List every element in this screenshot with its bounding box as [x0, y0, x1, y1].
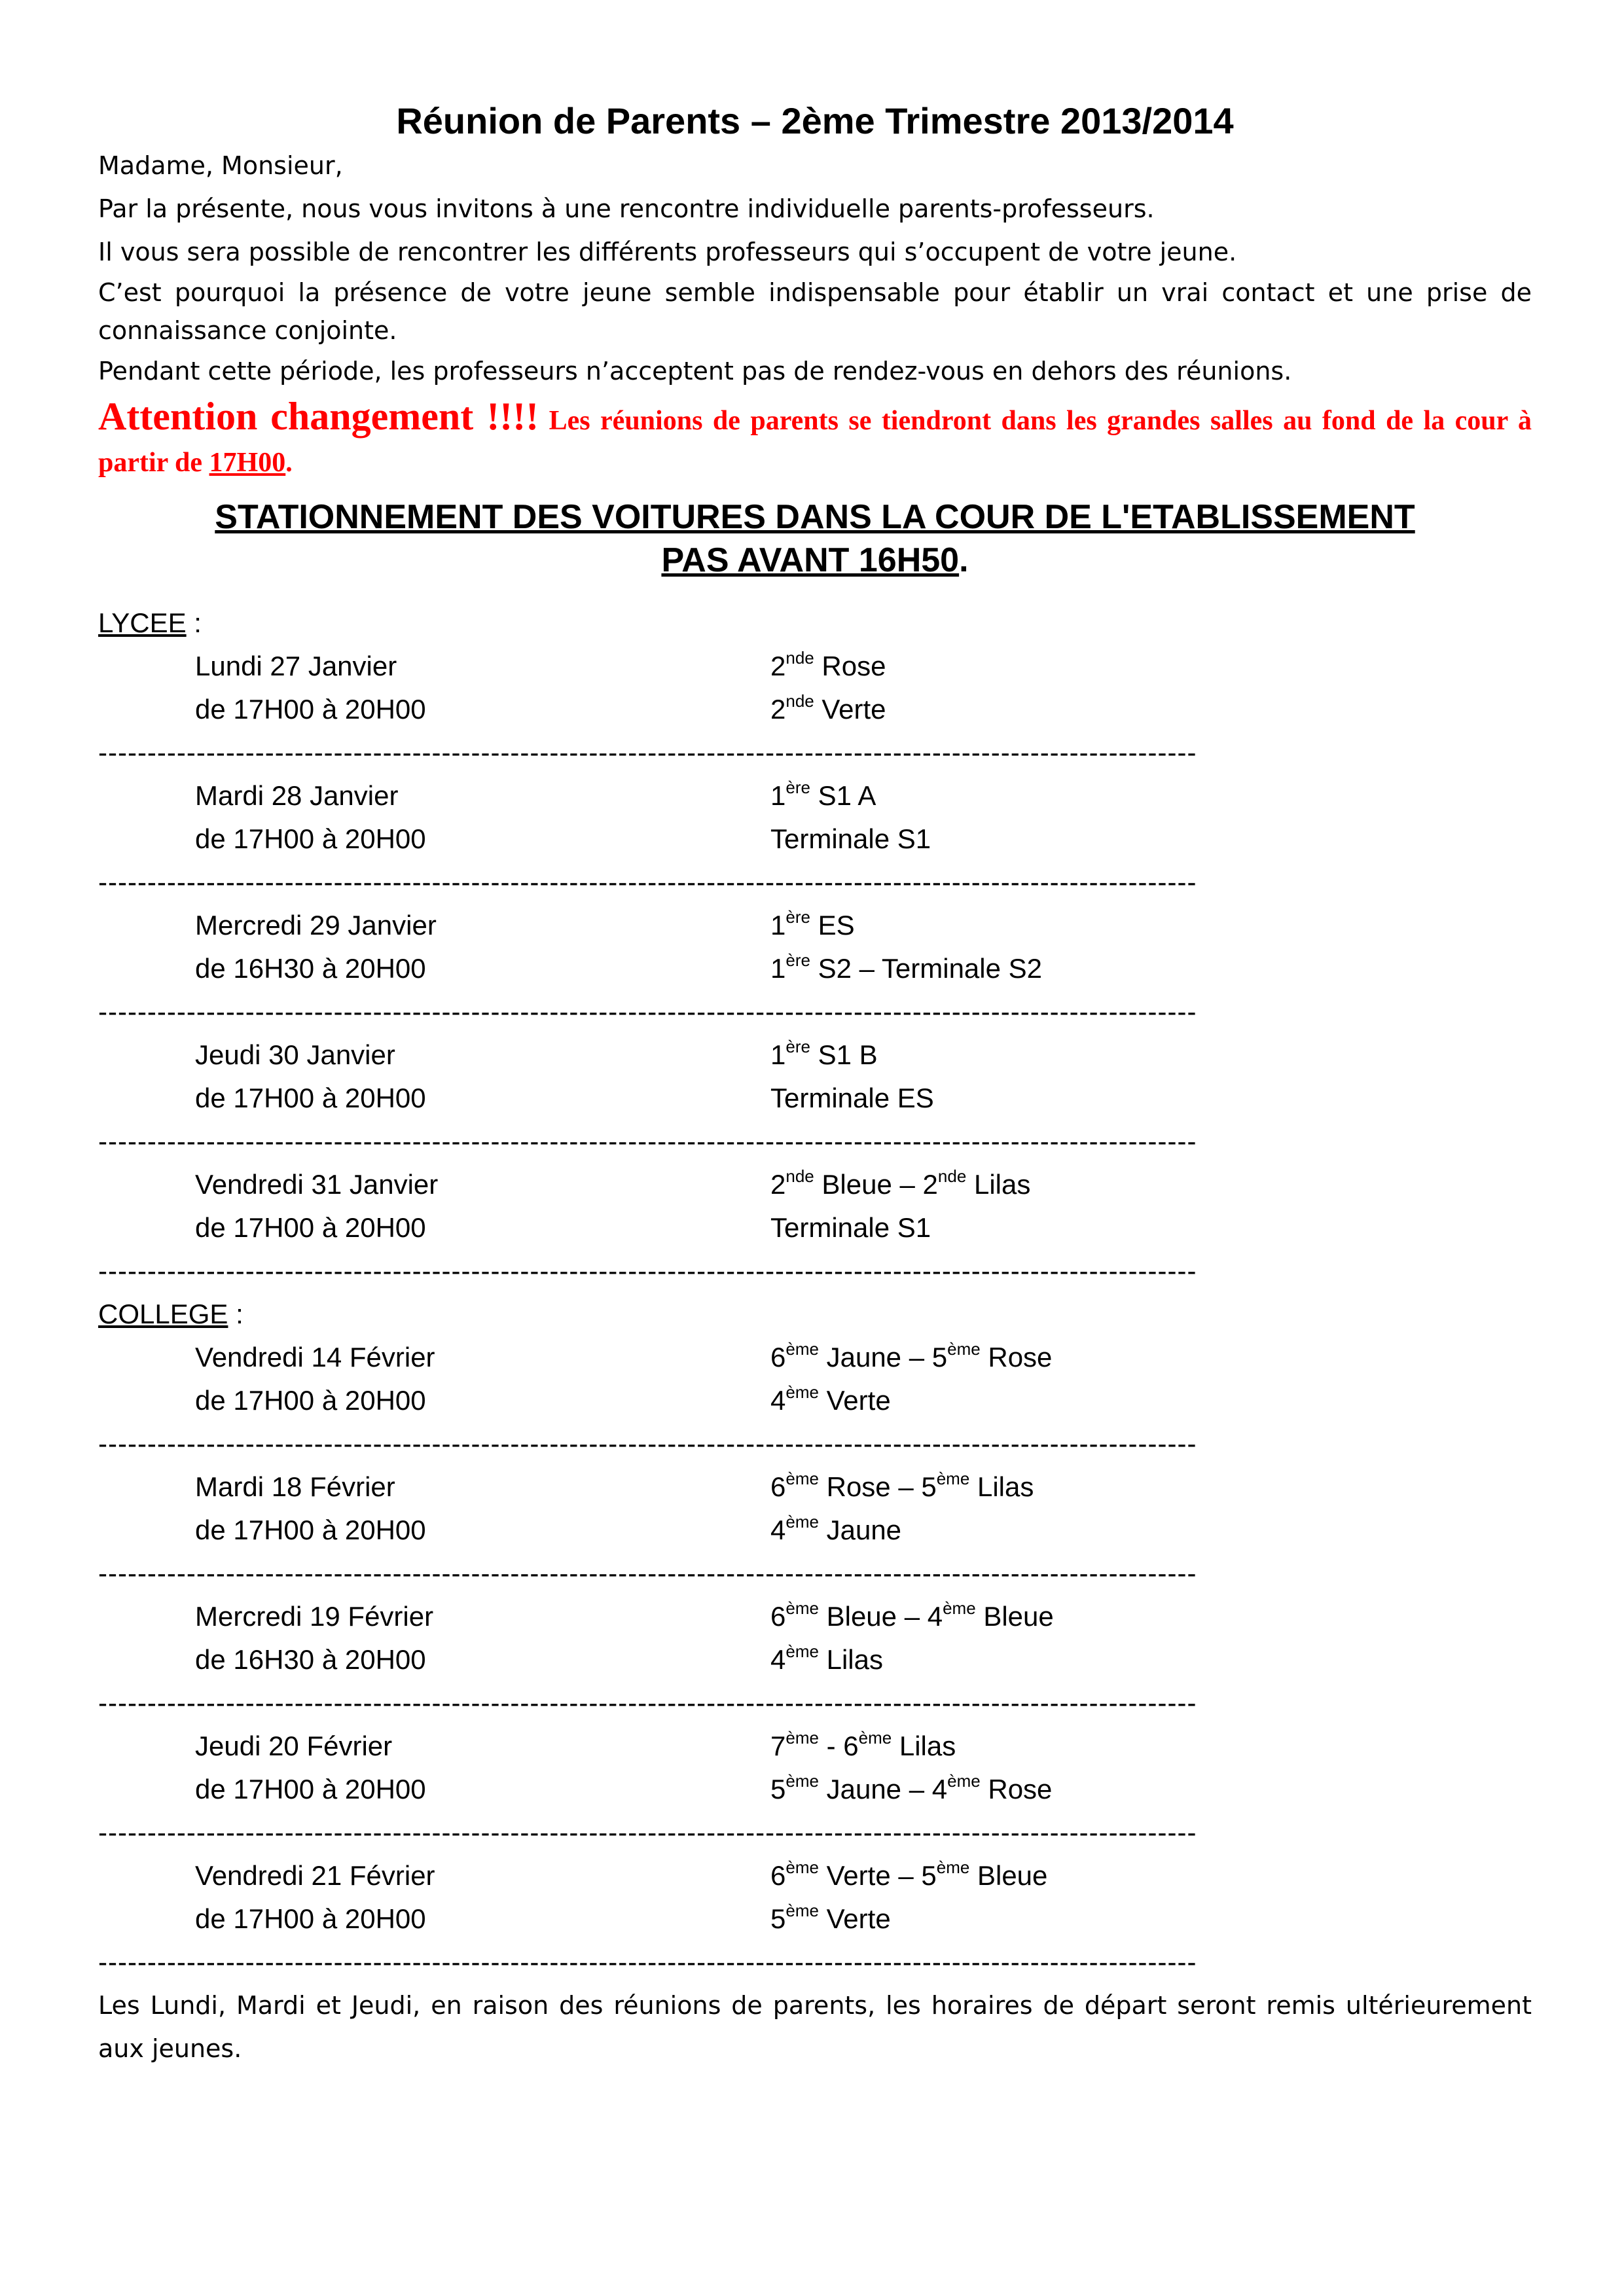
slot-row-hours: [98, 1206, 1532, 1249]
dashed-separator: ----------------------------------------------------------------------------------------------------------------: [98, 1126, 1197, 1157]
college-meeting-slot: [98, 1595, 1532, 1725]
slot-row-day: [98, 1854, 1532, 1897]
meeting-classes-1: 1ère S1 B: [770, 1037, 878, 1070]
meeting-classes-1: 6ème Rose – 5ème Lilas: [770, 1469, 1034, 1502]
meeting-classes-2: 5ème Verte: [770, 1901, 891, 1934]
meeting-hours: de 17H00 à 20H00: [195, 1212, 426, 1243]
meeting-classes-1: 6ème Jaune – 5ème Rose: [770, 1339, 1053, 1372]
meeting-classes-1: 1ère S1 A: [770, 778, 876, 811]
slot-row-hours: [98, 1379, 1532, 1422]
meeting-classes-2: Terminale S1: [770, 823, 931, 854]
salutation: Madame, Monsieur,: [98, 151, 343, 180]
meeting-classes-2: Terminale ES: [770, 1083, 934, 1113]
page-title: Réunion de Parents – 2ème Trimestre 2013/2014: [396, 100, 1234, 141]
meeting-hours: de 17H00 à 20H00: [195, 1083, 426, 1113]
meeting-classes-1: 2nde Bleue – 2nde Lilas: [770, 1166, 1031, 1200]
slot-row-day: [98, 1163, 1532, 1206]
meeting-classes-2: 4ème Lilas: [770, 1641, 883, 1675]
slot-row-hours: [98, 1897, 1532, 1941]
parking-end: .: [959, 541, 969, 579]
meeting-classes-2: 5ème Jaune – 4ème Rose: [770, 1771, 1053, 1804]
slot-row-hours: [98, 817, 1532, 861]
lycee-meeting-slot: [98, 904, 1532, 1033]
parking-line-2: PAS AVANT 16H50: [661, 541, 960, 579]
meeting-day: Mardi 28 Janvier: [195, 780, 399, 811]
meeting-day: Jeudi 20 Février: [195, 1731, 393, 1761]
dashed-separator: ----------------------------------------------------------------------------------------------------------------: [98, 867, 1197, 897]
meeting-day: Lundi 27 Janvier: [195, 651, 397, 681]
meeting-classes-2: 2nde Verte: [770, 691, 886, 725]
meeting-classes-1: 2nde Rose: [770, 648, 886, 681]
meeting-hours: de 17H00 à 20H00: [195, 1385, 426, 1416]
college-meeting-slot: [98, 1465, 1532, 1595]
meeting-classes-1: 6ème Bleue – 4ème Bleue: [770, 1598, 1054, 1632]
lycee-schedule: [98, 645, 1532, 1293]
meeting-hours: de 17H00 à 20H00: [195, 1515, 426, 1545]
dashed-separator: ----------------------------------------------------------------------------------------------------------------: [98, 1255, 1197, 1286]
attention-headline: Attention changement !!!!: [98, 395, 539, 438]
meeting-classes-1: 6ème Verte – 5ème Bleue: [770, 1857, 1048, 1891]
meeting-day: Mercredi 29 Janvier: [195, 910, 437, 941]
dashed-separator: ----------------------------------------------------------------------------------------------------------------: [98, 996, 1197, 1027]
slot-row-hours: [98, 1768, 1532, 1811]
lycee-label: LYCEE: [98, 607, 187, 638]
meeting-classes-2: 4ème Verte: [770, 1382, 891, 1416]
meeting-hours: de 16H30 à 20H00: [195, 1644, 426, 1675]
meeting-hours: de 17H00 à 20H00: [195, 694, 426, 725]
intro-paragraph-3: C’est pourquoi la présence de votre jeune semble indispensable pour établir un vrai contact et une prise de connaissance conjointe.: [98, 278, 1532, 345]
slot-row-day: [98, 1336, 1532, 1379]
lycee-meeting-slot: [98, 1163, 1532, 1293]
dashed-separator: ----------------------------------------------------------------------------------------------------------------: [98, 1687, 1197, 1718]
slot-row-hours: [98, 1509, 1532, 1552]
intro-paragraph-4: Pendant cette période, les professeurs n’acceptent pas de rendez-vous en dehors des réunions.: [98, 357, 1292, 386]
lycee-suffix: :: [186, 607, 202, 638]
meeting-classes-2: 1ère S2 – Terminale S2: [770, 950, 1043, 984]
college-section-label: [98, 1293, 1532, 1336]
intro-paragraph-2: Il vous sera possible de rencontrer les différents professeurs qui s’occupent de votre jeune.: [98, 238, 1237, 266]
slot-row-hours: [98, 1638, 1532, 1681]
lycee-meeting-slot: [98, 645, 1532, 774]
meeting-hours: de 16H30 à 20H00: [195, 953, 426, 984]
college-label: COLLEGE: [98, 1299, 228, 1329]
dashed-separator: ----------------------------------------------------------------------------------------------------------------: [98, 1558, 1197, 1588]
lycee-section-label: [98, 601, 1532, 645]
meeting-day: Jeudi 30 Janvier: [195, 1039, 395, 1070]
meeting-hours: de 17H00 à 20H00: [195, 1903, 426, 1934]
college-meeting-slot: [98, 1854, 1532, 1984]
dashed-separator: ----------------------------------------------------------------------------------------------------------------: [98, 1946, 1197, 1977]
meeting-day: Vendredi 14 Février: [195, 1342, 435, 1372]
slot-row-hours: [98, 1077, 1532, 1120]
parking-notice: [98, 495, 1532, 582]
dashed-separator: ----------------------------------------------------------------------------------------------------------------: [98, 737, 1197, 768]
meeting-day: Mardi 18 Février: [195, 1471, 395, 1502]
slot-row-day: [98, 1465, 1532, 1509]
college-suffix: :: [228, 1299, 244, 1329]
meeting-day: Vendredi 31 Janvier: [195, 1169, 439, 1200]
meeting-day: Mercredi 19 Février: [195, 1601, 434, 1632]
meeting-classes-2: 4ème Jaune: [770, 1512, 902, 1545]
meeting-classes-1: 1ère ES: [770, 907, 855, 941]
meeting-day: Vendredi 21 Février: [195, 1860, 435, 1891]
college-meeting-slot: [98, 1725, 1532, 1854]
slot-row-day: [98, 645, 1532, 688]
college-schedule: [98, 1336, 1532, 1984]
slot-row-day: [98, 774, 1532, 817]
footer-note: Les Lundi, Mardi et Jeudi, en raison des réunions de parents, les horaires de départ seront remis ultérieurement aux jeunes.: [98, 1991, 1532, 2063]
intro-paragraph-1: Par la présente, nous vous invitons à une rencontre individuelle parents-professeurs.: [98, 194, 1155, 223]
attention-end: .: [285, 448, 293, 478]
lycee-meeting-slot: [98, 774, 1532, 904]
attention-text: Les réunions de parents se tiendront dans les grandes salles au fond de la cour à partir de: [98, 406, 1532, 478]
slot-row-hours: [98, 947, 1532, 990]
meeting-classes-1: 7ème - 6ème Lilas: [770, 1728, 956, 1761]
dashed-separator: ----------------------------------------------------------------------------------------------------------------: [98, 1817, 1197, 1848]
slot-row-hours: [98, 688, 1532, 731]
meeting-hours: de 17H00 à 20H00: [195, 823, 426, 854]
attention-time: 17H00: [209, 448, 286, 478]
lycee-meeting-slot: [98, 1033, 1532, 1163]
meeting-classes-2: Terminale S1: [770, 1212, 931, 1243]
college-meeting-slot: [98, 1336, 1532, 1465]
dashed-separator: ----------------------------------------------------------------------------------------------------------------: [98, 1428, 1197, 1459]
meeting-hours: de 17H00 à 20H00: [195, 1774, 426, 1804]
parking-line-1: STATIONNEMENT DES VOITURES DANS LA COUR DE L'ETABLISSEMENT: [215, 498, 1415, 536]
slot-row-day: [98, 1033, 1532, 1077]
slot-row-day: [98, 1725, 1532, 1768]
document-page: [98, 98, 1532, 2070]
slot-row-day: [98, 1595, 1532, 1638]
slot-row-day: [98, 904, 1532, 947]
attention-notice: [98, 395, 1532, 484]
